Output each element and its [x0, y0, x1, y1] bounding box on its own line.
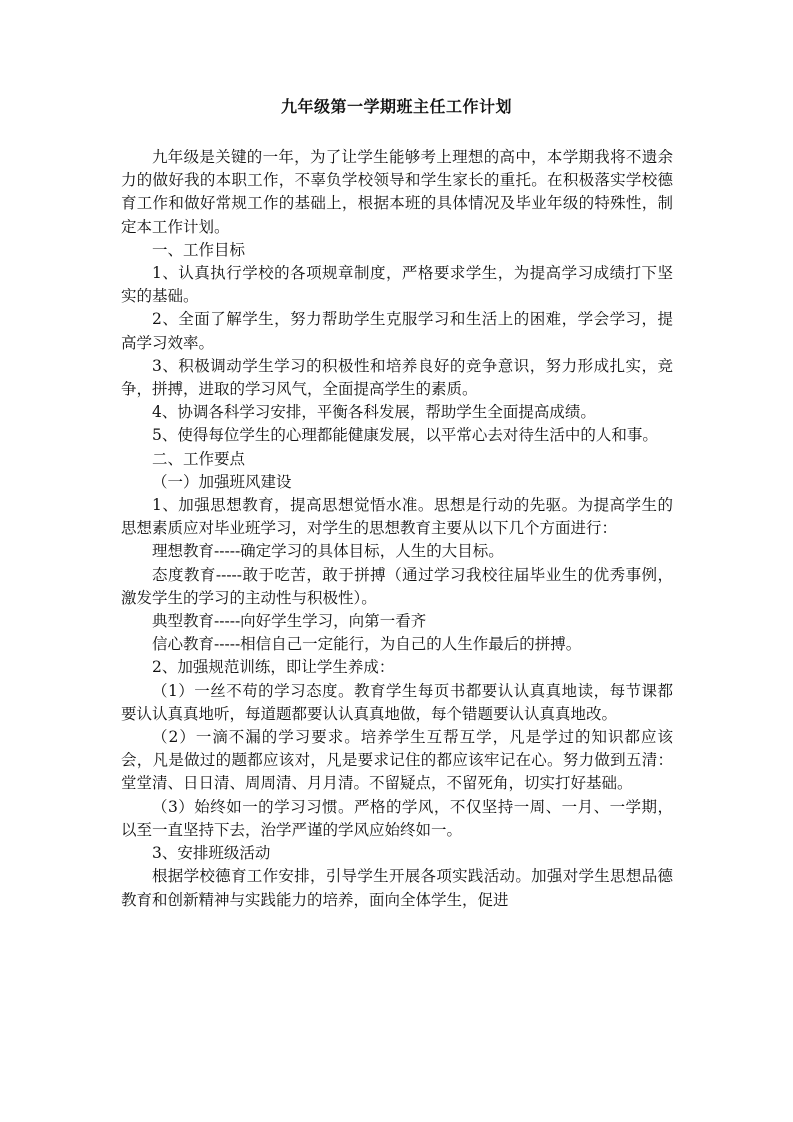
paragraph: 九年级是关键的一年，为了让学生能够考上理想的高中，本学期我将不遗余力的做好我的本职工作，不辜负学校领导和学生家长的重托。在积极落实学校德育工作和做好常规工作的基础上，根据本班的具体情况及毕业年级的特殊性，制定本工作计划。 [121, 148, 673, 236]
paragraph: 1、认真执行学校的各项规章制度，严格要求学生，为提高学习成绩打下坚实的基础。 [121, 264, 673, 306]
paragraph: 2、加强规范训练，即让学生养成： [152, 658, 395, 677]
document-body [121, 146, 673, 912]
subsection-heading: （一）加强班风建设 [152, 472, 292, 491]
paragraph: （2）一滴不漏的学习要求。培养学生互帮互学，凡是学过的知识都应该会，凡是做过的题都应该对，凡是要求记住的都应该牢记在心。努力做到五清：堂堂清、日日清、周周清、月月清。不留疑点，不留死角，切实打好基础。 [121, 728, 673, 793]
section-heading: 二、工作要点 [152, 449, 246, 468]
paragraph: （3）始终如一的学习习惯。严格的学风，不仅坚持一周、一月、一学期，以至一直坚持下去，治学严谨的学风应始终如一。 [121, 797, 673, 839]
paragraph: 态度教育-----敢于吃苦，敢于拼搏（通过学习我校往届毕业生的优秀事例，激发学生的学习的主动性与积极性）。 [121, 565, 673, 607]
paragraph: 理想教育-----确定学习的具体目标，人生的大目标。 [152, 542, 504, 561]
paragraph: 典型教育-----向好学生学习，向第一看齐 [152, 612, 427, 631]
paragraph: （1）一丝不苟的学习态度。教育学生每页书都要认认真真地读，每节课都要认认真真地听，每道题都要认认真真地做，每个错题要认认真真地改。 [121, 681, 673, 723]
section-heading: 一、工作目标 [152, 240, 246, 259]
paragraph: 3、积极调动学生学习的积极性和培养良好的竞争意识，努力形成扎实，竞争，拼搏，进取的学习风气，全面提高学生的素质。 [121, 356, 673, 399]
paragraph: 5、使得每位学生的心理都能健康发展，以平常心去对待生活中的人和事。 [152, 426, 658, 445]
paragraph: 根据学校德育工作安排，引导学生开展各项实践活动。加强对学生思想品德教育和创新精神与实践能力的培养，面向全体学生，促进 [121, 867, 673, 909]
paragraph: 3、安排班级活动 [152, 844, 271, 863]
paragraph: 2、全面了解学生，努力帮助学生克服学习和生活上的困难，学会学习，提高学习效率。 [121, 310, 673, 352]
document-title: 九年级第一学期班主任工作计划 [280, 97, 512, 116]
paragraph: 信心教育-----相信自己一定能行，为自己的人生作最后的拼搏。 [152, 635, 582, 654]
paragraph: 1、加强思想教育，提高思想觉悟水准。思想是行动的先驱。为提高学生的思想素质应对毕业班学习，对学生的思想教育主要从以下几个方面进行： [121, 496, 673, 538]
paragraph: 4、协调各科学习安排，平衡各科发展，帮助学生全面提高成绩。 [152, 403, 596, 422]
